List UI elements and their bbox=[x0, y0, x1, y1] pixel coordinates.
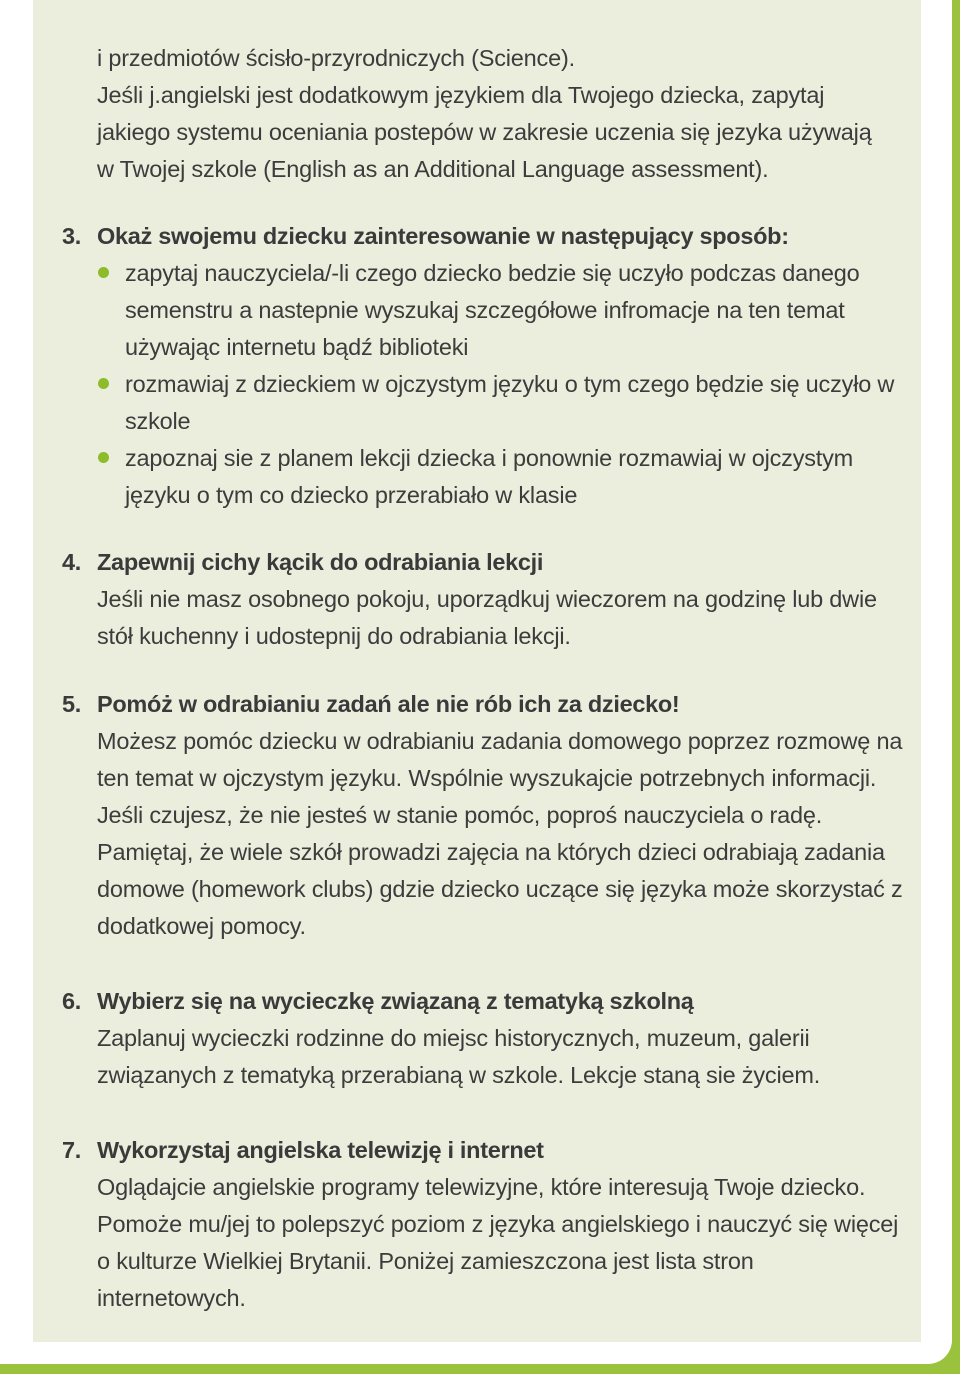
bullet-list bbox=[97, 255, 907, 514]
section-4 bbox=[62, 544, 907, 655]
list-item-text: zapytaj nauczyciela/-li czego dziecko bedzie się uczyło podczas danego semenstru a nastepnie wyszukaj szczegółowe infromacje na ten temat używając internetu bądź biblioteki bbox=[125, 260, 860, 360]
section-heading bbox=[62, 686, 907, 723]
list-item-text: rozmawiaj z dzieckiem w ojczystym języku o tym czego będzie się uczyło w szkole bbox=[125, 371, 895, 434]
section-body: Jeśli nie masz osobnego pokoju, uporządkuj wieczorem na godzinę lub dwie stół kuchenny i udostepnij do odrabiania lekcji. bbox=[97, 586, 877, 649]
list-item bbox=[125, 440, 907, 514]
section-number: 6. bbox=[62, 988, 81, 1014]
intro-paragraph bbox=[97, 40, 907, 188]
section-heading bbox=[62, 983, 907, 1020]
section-7 bbox=[62, 1132, 907, 1317]
section-title: Okaż swojemu dziecku zainteresowanie w następujący sposób: bbox=[97, 223, 789, 249]
section-6 bbox=[62, 983, 907, 1094]
section-heading bbox=[62, 544, 907, 581]
list-item bbox=[125, 255, 907, 366]
intro-line: i przedmiotów ścisło-przyrodniczych (Science). bbox=[97, 45, 575, 71]
section-3 bbox=[62, 218, 907, 514]
bullet-icon bbox=[98, 452, 109, 463]
section-title: Pomóż w odrabianiu zadań ale nie rób ich za dziecko! bbox=[97, 691, 680, 717]
section-heading bbox=[62, 218, 907, 255]
section-number: 7. bbox=[62, 1137, 81, 1163]
section-number: 5. bbox=[62, 691, 81, 717]
section-body: Zaplanuj wycieczki rodzinne do miejsc historycznych, muzeum, galerii związanych z tematyką przerabianą w szkole. Lekcje staną sie życiem. bbox=[97, 1025, 821, 1088]
section-5 bbox=[62, 686, 907, 945]
bullet-icon bbox=[98, 267, 109, 278]
section-number: 4. bbox=[62, 549, 81, 575]
intro-line: w Twojej szkole (English as an Additional Language assessment). bbox=[97, 156, 769, 182]
section-number: 3. bbox=[62, 223, 81, 249]
list-item-text: zapoznaj sie z planem lekcji dziecka i ponownie rozmawiaj w ojczystym języku o tym co dziecko przerabiało w klasie bbox=[125, 445, 854, 508]
list-item bbox=[125, 366, 907, 440]
section-body: Oglądajcie angielskie programy telewizyjne, które interesują Twoje dziecko. Pomoże mu/jej to polepszyć poziom z języka angielskiego i nauczyć się więcej o kulturze Wielkiej Brytanii. Poniżej zamieszczona jest lista stron internetowych. bbox=[97, 1174, 899, 1311]
section-title: Wybierz się na wycieczkę związaną z tematyką szkolną bbox=[97, 988, 694, 1014]
section-title: Wykorzystaj angielska telewizję i internet bbox=[97, 1137, 544, 1163]
section-heading bbox=[62, 1132, 907, 1169]
intro-line: Jeśli j.angielski jest dodatkowym językiem dla Twojego dziecka, zapytaj bbox=[97, 82, 825, 108]
bullet-icon bbox=[98, 378, 109, 389]
section-title: Zapewnij cichy kącik do odrabiania lekcji bbox=[97, 549, 544, 575]
section-body: Możesz pomóc dziecku w odrabianiu zadania domowego poprzez rozmowę na ten temat w ojczystym języku. Wspólnie wyszukajcie potrzebnych informacji. Jeśli czujesz, że nie jesteś w stanie pomóc, poproś nauczyciela o radę. Pamiętaj, że wiele szkół prowadzi zajęcia na których dzieci odrabiają zadania domowe (homework clubs) gdzie dziecko uczące się języka może skorzystać z dodatkowej pomocy. bbox=[97, 728, 903, 939]
document-content bbox=[62, 40, 907, 1317]
intro-line: jakiego systemu oceniania postepów w zakresie uczenia się jezyka używają bbox=[97, 119, 872, 145]
